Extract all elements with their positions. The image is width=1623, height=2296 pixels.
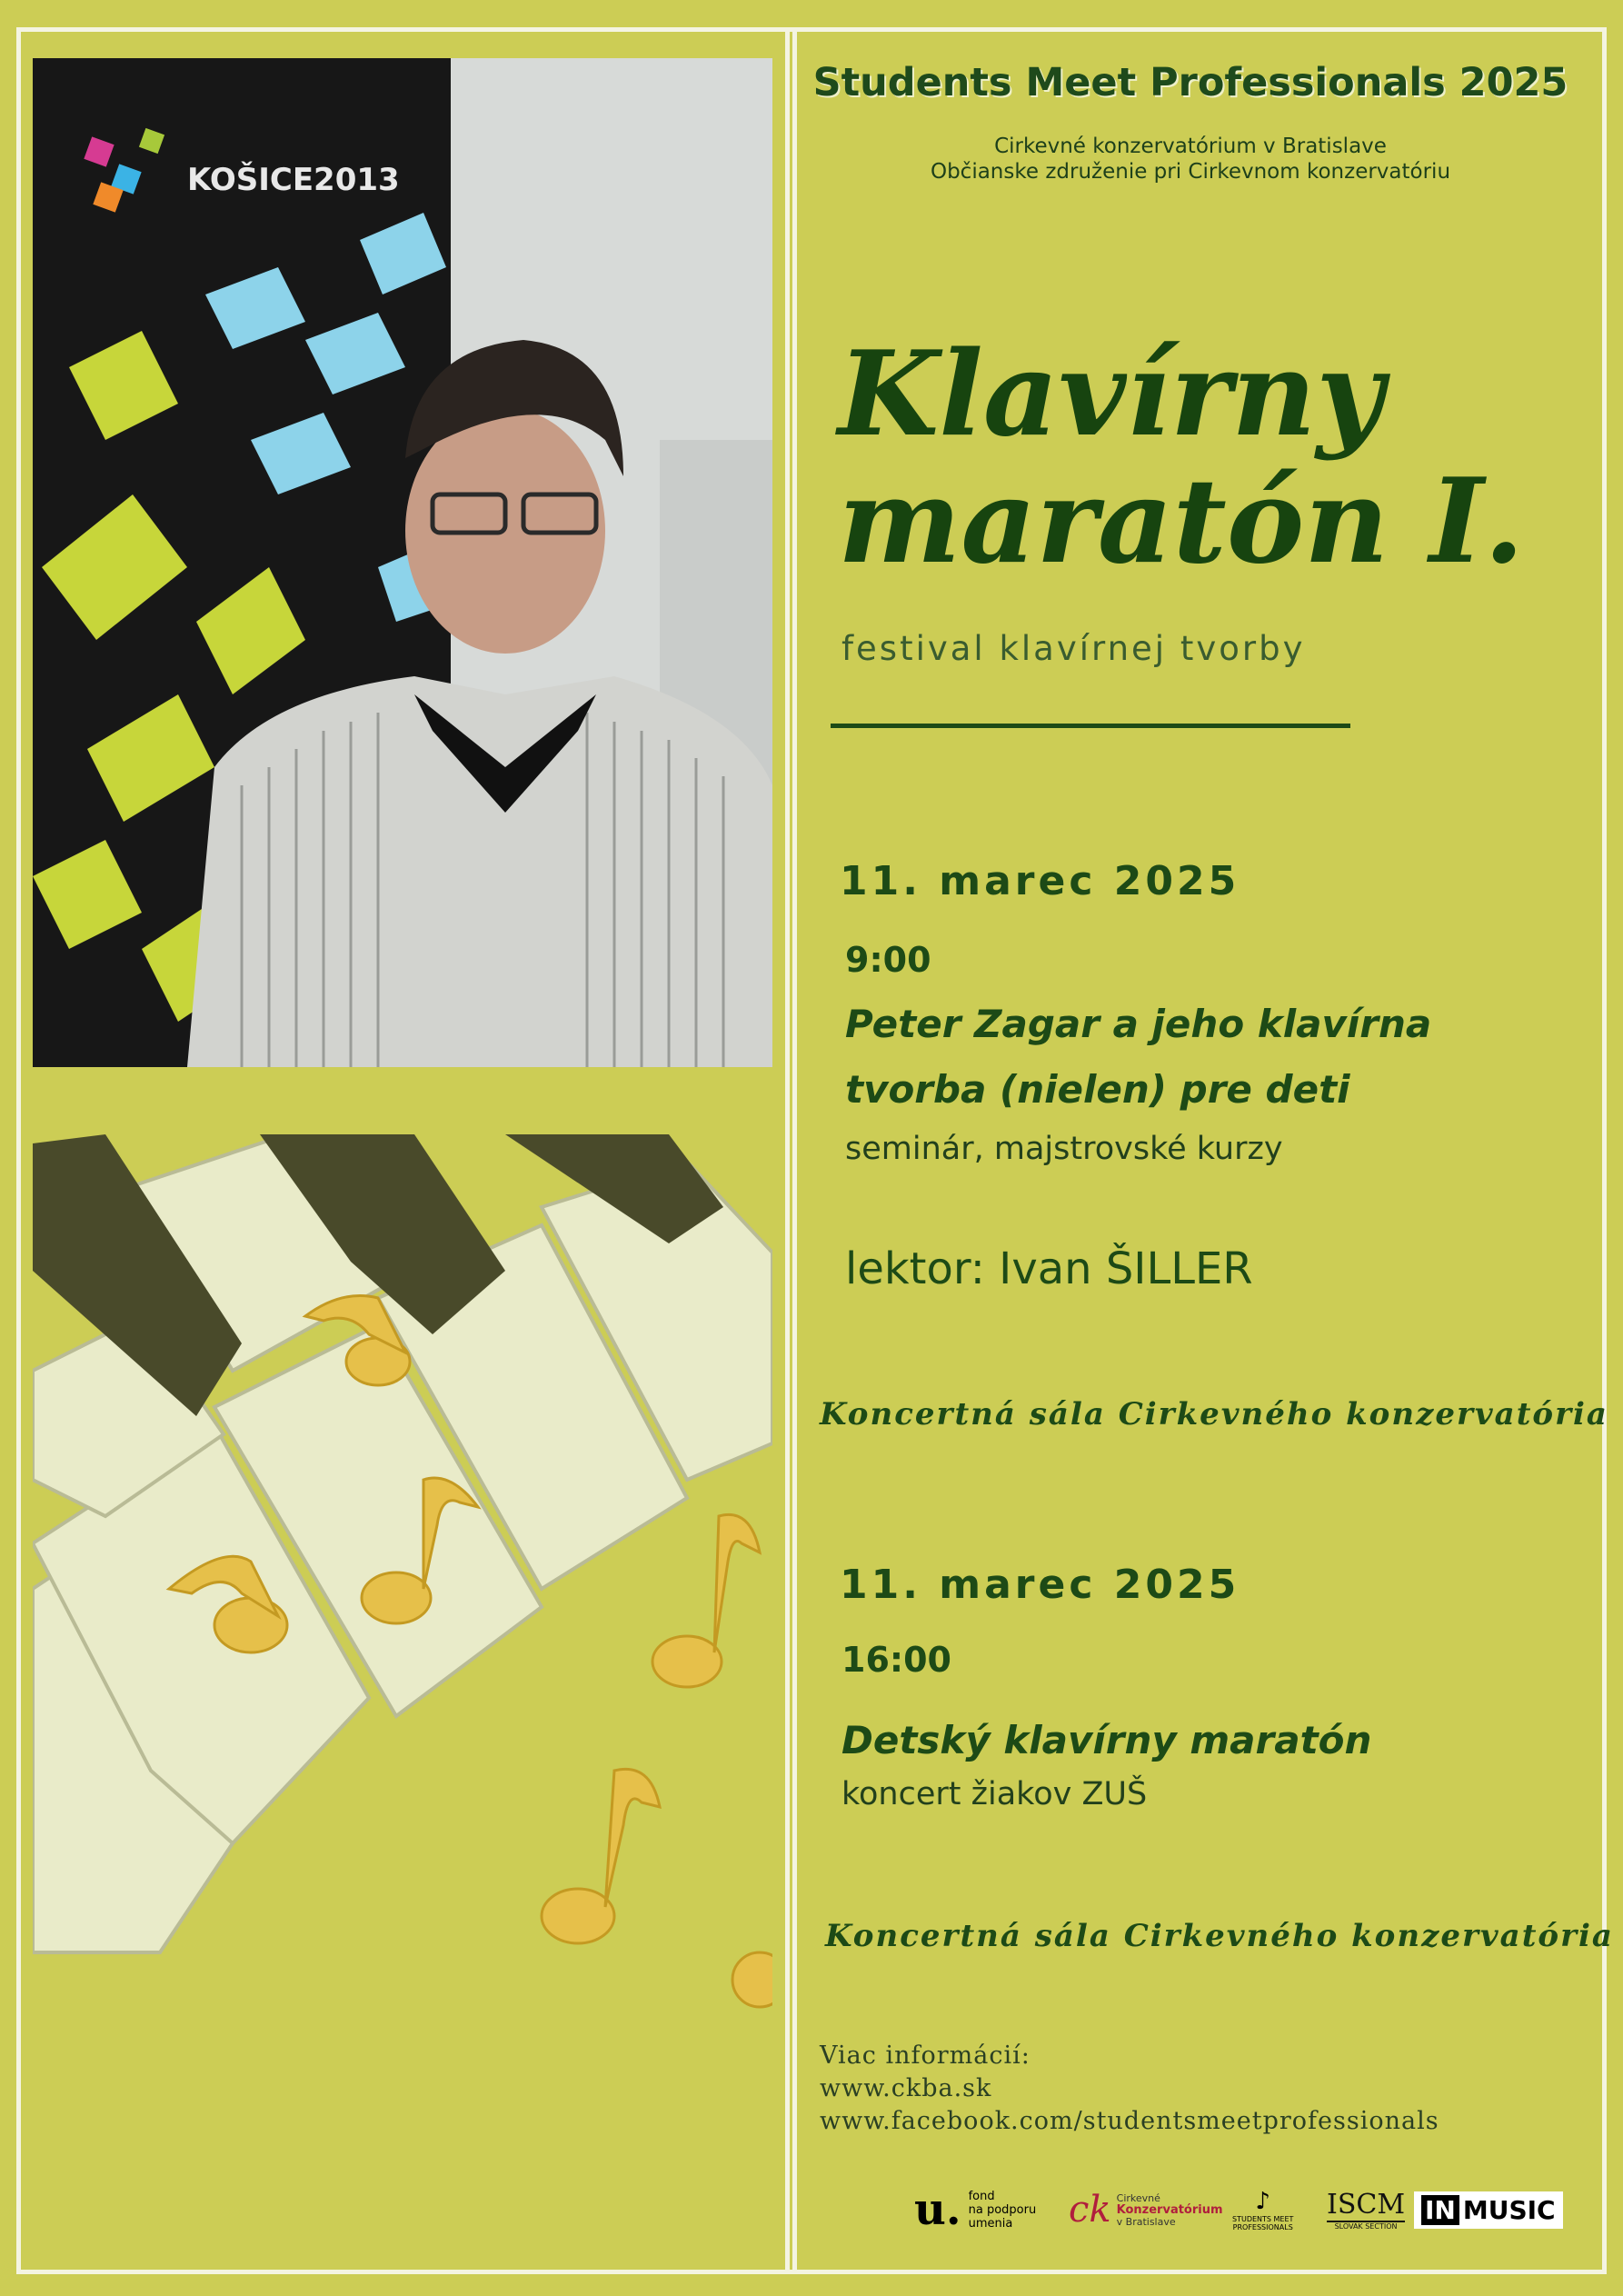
- event-subtitle: festival klavírnej tvorby: [841, 629, 1306, 668]
- event-2-title: Detský klavírny maratón: [841, 1718, 1372, 1762]
- info-label: Viac informácií:: [820, 2041, 1031, 2070]
- ck-logo: ck Cirkevné Konzervatórium v Bratislave: [1069, 2189, 1223, 2231]
- divider-rule: [831, 724, 1350, 728]
- divider-left: [785, 27, 790, 2274]
- event-1-title-line-2: tvorba (nielen) pre deti: [845, 1067, 1350, 1112]
- event-title-line-1: Klavírny: [838, 326, 1384, 463]
- piano-illustration: [33, 1134, 772, 2016]
- series-title: Students Meet Professionals 2025: [812, 60, 1568, 105]
- sponsor-logos: [909, 2178, 1556, 2241]
- inmusic-logo: IN MUSIC: [1414, 2178, 1563, 2241]
- organizer-line-1: Cirkevné konzervatórium v Bratislave: [994, 135, 1387, 158]
- banner-pattern: [33, 58, 772, 1067]
- event-title-line-2: maratón I.: [838, 454, 1525, 590]
- event-1-description: seminár, majstrovské kurzy: [845, 1131, 1283, 1167]
- fpu-logo: u. fond na podporu umenia: [914, 2184, 1037, 2235]
- smp-logo: ♪ STUDENTS MEET PROFESSIONALS: [1232, 2188, 1294, 2231]
- svg-text:KOŠICE2013: KOŠICE2013: [187, 162, 400, 198]
- piano-keys: [33, 1134, 772, 2016]
- event-1-time: 9:00: [845, 940, 931, 980]
- event-2-venue: Koncertná sála Cirkevného konzervatória: [825, 1918, 1614, 1954]
- event-2-date: 11. marec 2025: [840, 1562, 1240, 1608]
- event-1-date: 11. marec 2025: [840, 858, 1240, 904]
- event-2-description: koncert žiakov ZUŠ: [841, 1776, 1148, 1812]
- organizer-line-2: Občianske združenie pri Cirkevnom konzervatóriu: [930, 160, 1451, 184]
- event-1-lecturer: lektor: Ivan ŠILLER: [845, 1243, 1253, 1294]
- facebook-link[interactable]: www.facebook.com/studentsmeetprofessionals: [820, 2107, 1439, 2135]
- divider-right: [792, 27, 797, 2274]
- iscm-logo: ISCM SLOVAK SECTION: [1327, 2189, 1406, 2231]
- lecturer-photo: [33, 58, 772, 1067]
- event-1-title-line-1: Peter Zagar a jeho klavírna: [845, 1002, 1432, 1046]
- event-2-time: 16:00: [841, 1640, 951, 1680]
- ck-monogram-icon: ck: [1069, 2189, 1111, 2231]
- music-note-icon: ♪: [1255, 2188, 1271, 2215]
- event-1-venue: Koncertná sála Cirkevného konzervatória: [820, 1396, 1608, 1433]
- website-link[interactable]: www.ckba.sk: [820, 2074, 992, 2102]
